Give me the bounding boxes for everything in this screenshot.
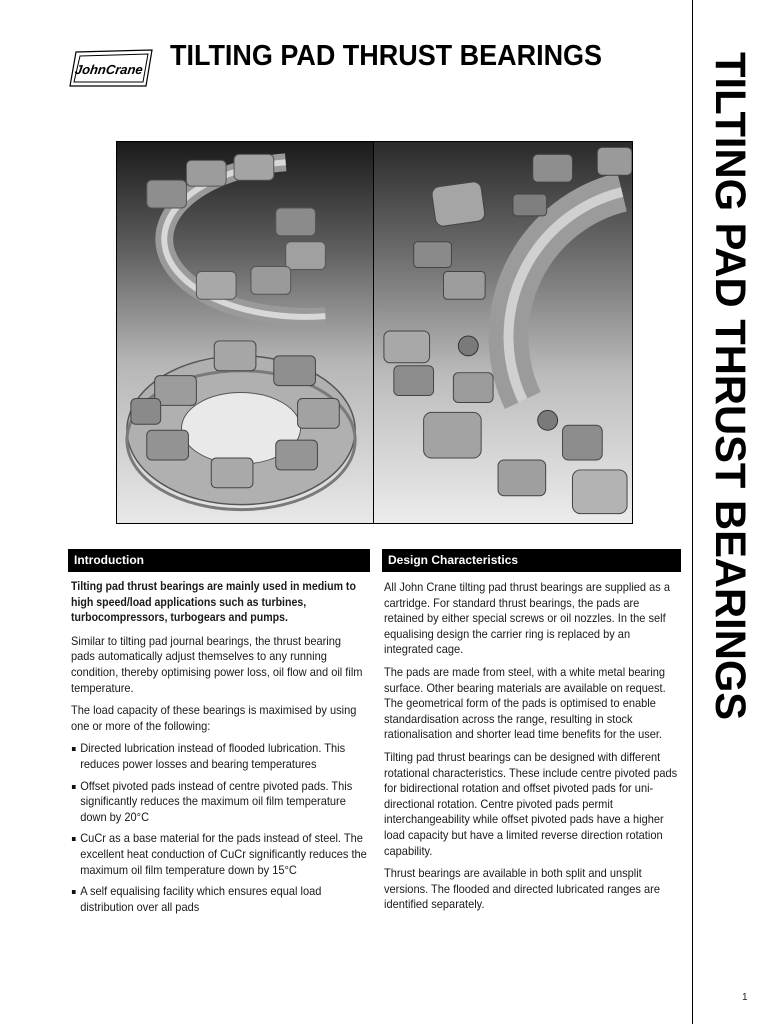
unsplit-bearing [127, 341, 355, 510]
bullet-square-icon [72, 890, 76, 894]
list-item-text: CuCr as a base material for the pads instead of steel. The excellent heat conduction of CuCr significantly reduces the maximum oil film temperature down by 15°C [80, 831, 367, 877]
list-item [71, 884, 367, 915]
split-bearing [147, 154, 326, 317]
vertical-divider [692, 0, 693, 1024]
design-characteristics-heading: Design Characteristics [382, 549, 681, 572]
design-paragraph: Thrust bearings are available in both split and unsplit versions. The flooded and directed lubricated ranges are identified separately. [384, 866, 660, 912]
disassembled-thrust-pads-image [374, 142, 632, 523]
split-and-unsplit-thrust-bearing-image [117, 142, 373, 523]
thrust-pads-photo [373, 141, 633, 524]
list-item [71, 741, 367, 772]
side-title: TILTING PAD THRUST BEARINGS [706, 52, 754, 721]
introduction-column [71, 580, 367, 921]
design-paragraph: The pads are made from steel, with a white metal bearing surface. Other bearing materials are available on request. The geometrical form of the pads is optimised to enable standardisation across the range, resulting in stock rationalisation and shorter lead time benefits for the user. [384, 664, 666, 742]
introduction-paragraph: The load capacity of these bearings is maximised by using one or more of the following: [71, 703, 357, 733]
page-number: 1 [742, 992, 748, 1003]
john-crane-logo [68, 48, 154, 88]
introduction-heading: Introduction [68, 549, 370, 572]
design-paragraph: Tilting pad thrust bearings can be designed with different rotational characteristics. These include centre pivoted pads for bidirectional rotation and offset pivoted pads for uni-directional rotation. Centre pivoted pads permit interchangeability while offset pivoted pads have a higher load capacity but have a limited reverse direction rotation capability. [384, 749, 678, 858]
bullet-square-icon [72, 837, 76, 841]
logo-text: JohnCrane [73, 62, 144, 77]
list-item-text: A self equalising facility which ensures equal load distribution over all pads [80, 884, 322, 914]
design-characteristics-column [384, 580, 681, 920]
list-item-text: Offset pivoted pads instead of centre pivoted pads. This significantly reduces the maximum oil film temperature down by 20°C [80, 778, 353, 824]
design-paragraph: All John Crane tilting pad thrust bearings are supplied as a cartridge. For standard thrust bearings, the pads are retained by either special screws or oil nozzles. In the self equalising design the carrier ring is replaced by an integrated cage. [384, 580, 670, 657]
bullet-square-icon [72, 785, 76, 789]
introduction-paragraph: Similar to tilting pad journal bearings, the thrust bearing pads automatically adjust themselves to any running condition, thereby optimising power loss, oil flow and oil film temperature. [71, 633, 363, 695]
bullet-square-icon [72, 747, 76, 751]
list-item [71, 779, 367, 826]
list-item-text: Directed lubrication instead of flooded lubrication. This reduces power losses and bearing temperatures [80, 741, 346, 771]
list-item [71, 831, 367, 878]
page-title: TILTING PAD THRUST BEARINGS [170, 40, 603, 72]
thrust-bearing-photo [116, 141, 374, 524]
introduction-lead: Tilting pad thrust bearings are mainly used in medium to high speed/load applications such as turbines, turbocompressors, turbogears and pumps. [71, 581, 356, 625]
load-capacity-list [71, 741, 367, 915]
